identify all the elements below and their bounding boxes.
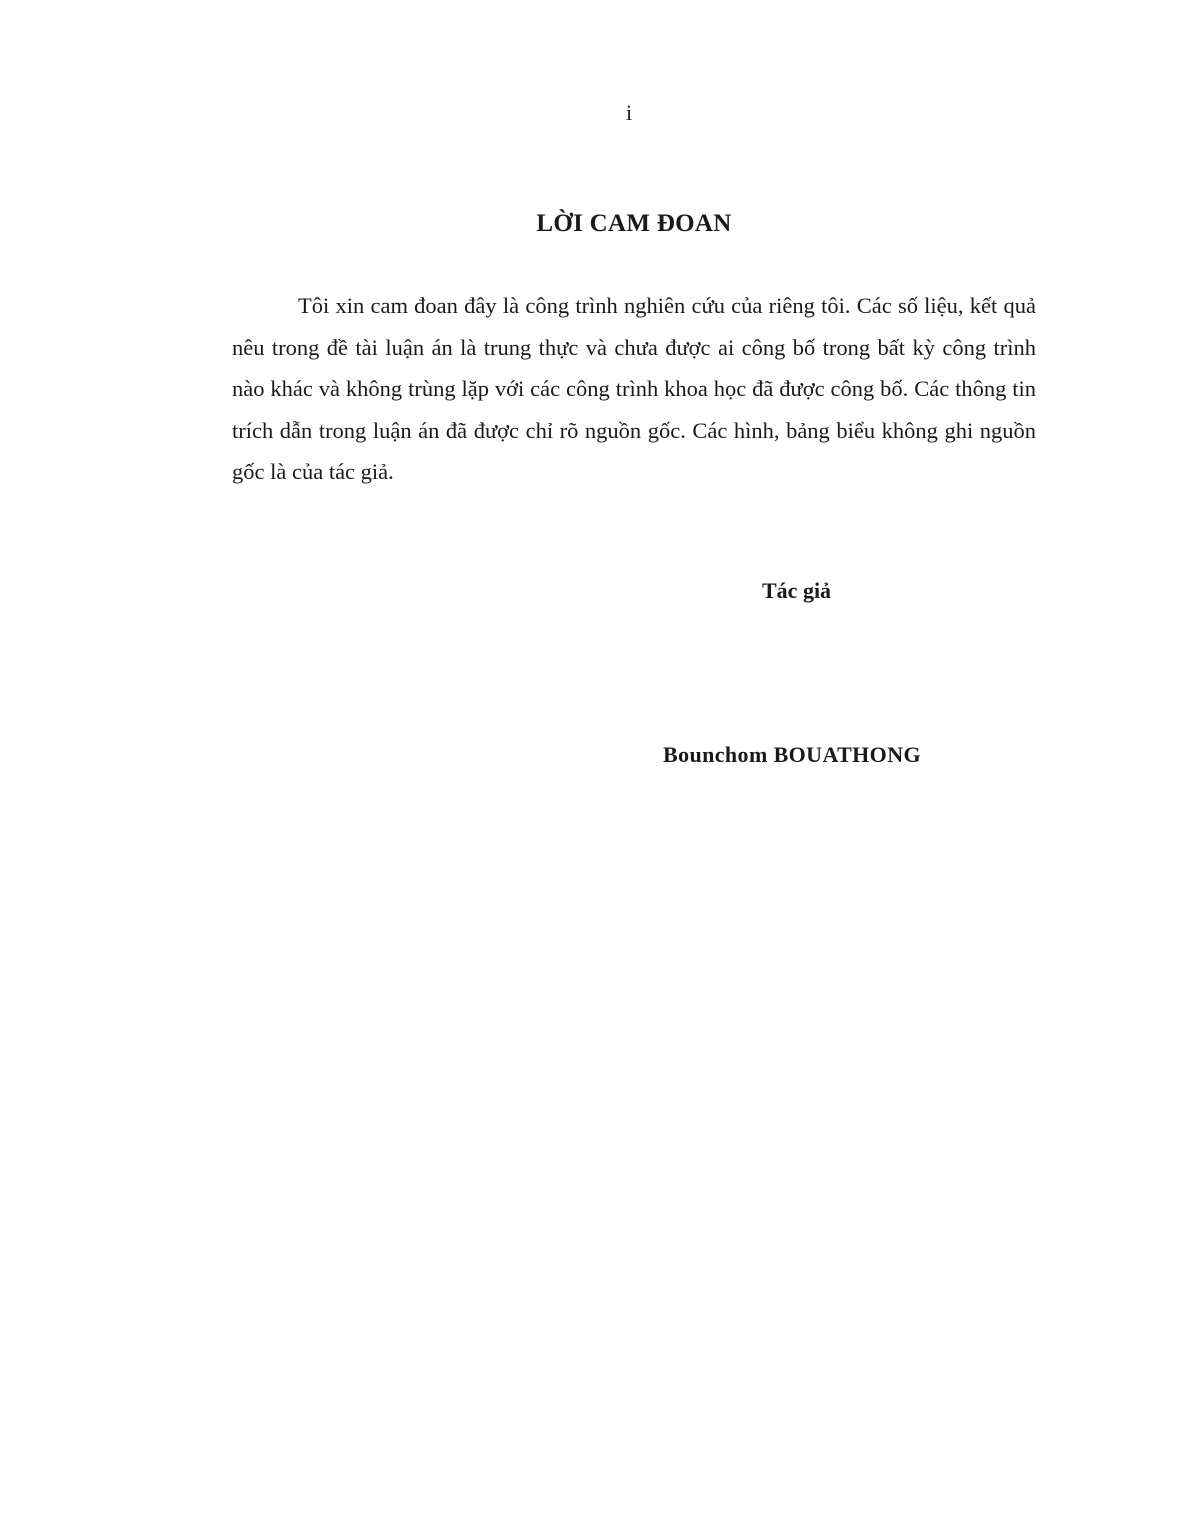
author-label: Tác giả bbox=[762, 578, 832, 603]
author-name: Bounchom BOUATHONG bbox=[663, 742, 921, 767]
declaration-paragraph: Tôi xin cam đoan đây là công trình nghiên cứu của riêng tôi. Các số liệu, kết quả nêu trong đề tài luận án là trung thực và chưa được ai công bố trong bất kỳ công trình nào khác và không trùng lặp với các công trình khoa học đã được công bố. Các thông tin trích dẫn trong luận án đã được chỉ rõ nguồn gốc. Các hình, bảng biểu không ghi nguồn gốc là của tác giả. bbox=[232, 293, 1036, 484]
page-number: i bbox=[625, 100, 633, 125]
page-title: LỜI CAM ĐOAN bbox=[536, 210, 732, 237]
